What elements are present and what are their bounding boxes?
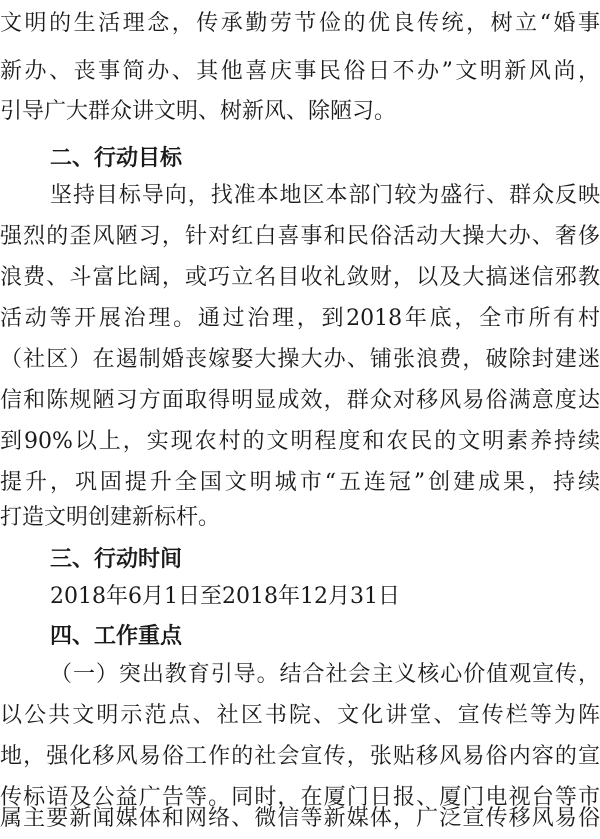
intro-line-1: 文明的生活理念，传承勤劳节俭的优良传统，树立“婚事	[0, 11, 600, 36]
intro-line-3: 引导广大群众讲文明、树新风、除陋习。	[0, 99, 397, 124]
section-3-heading: 三、行动时间	[50, 546, 183, 572]
section-2-line-9: 打造文明创建新标杆。	[0, 505, 221, 530]
section-2-line-2: 强烈的歪风陋习，针对红白喜事和民俗活动大操大办、奢侈	[0, 224, 600, 249]
section-4-line-3: 地，强化移风易俗工作的社会宣传，张贴移风易俗内容的宣	[0, 744, 600, 769]
section-2-line-3: 浪费、斗富比阔，或巧立名目收礼敛财，以及大搞迷信邪教	[0, 265, 600, 290]
section-2-line-5: （社区）在遏制婚丧嫁娶大操大办、铺张浪费，破除封建迷	[0, 347, 600, 372]
section-2-heading: 二、行动目标	[50, 145, 183, 171]
section-4-line-5: 属主要新闻媒体和网络、微信等新媒体，广泛宣传移风易俗	[0, 806, 600, 831]
section-2-line-8: 提升，巩固提升全国文明城市“五连冠”创建成果，持续	[0, 470, 600, 495]
section-4-line-2: 以公共文明示范点、社区书院、文化讲堂、宣传栏等为阵	[0, 703, 600, 728]
section-3-date-range: 2018年6月1日至2018年12月31日	[50, 584, 400, 609]
section-4-line-4: 传标语及公益广告等。同时，在厦门日报、厦门电视台等市	[0, 785, 600, 810]
section-4-line-1: （一）突出教育引导。结合社会主义核心价值观宣传，	[50, 662, 600, 687]
section-2-line-4: 活动等开展治理。通过治理，到2018年底，全市所有村	[0, 306, 600, 331]
intro-line-2: 新办、丧事简办、其他喜庆事民俗日不办”文明新风尚，	[0, 59, 600, 84]
section-2-line-6: 信和陈规陋习方面取得明显成效，群众对移风易俗满意度达	[0, 388, 600, 413]
section-4-heading: 四、工作重点	[50, 623, 183, 649]
section-2-line-1: 坚持目标导向，找准本地区本部门较为盛行、群众反映	[50, 183, 600, 208]
section-2-line-7: 到90%以上，实现农村的文明程度和农民的文明素养持续	[0, 429, 600, 454]
